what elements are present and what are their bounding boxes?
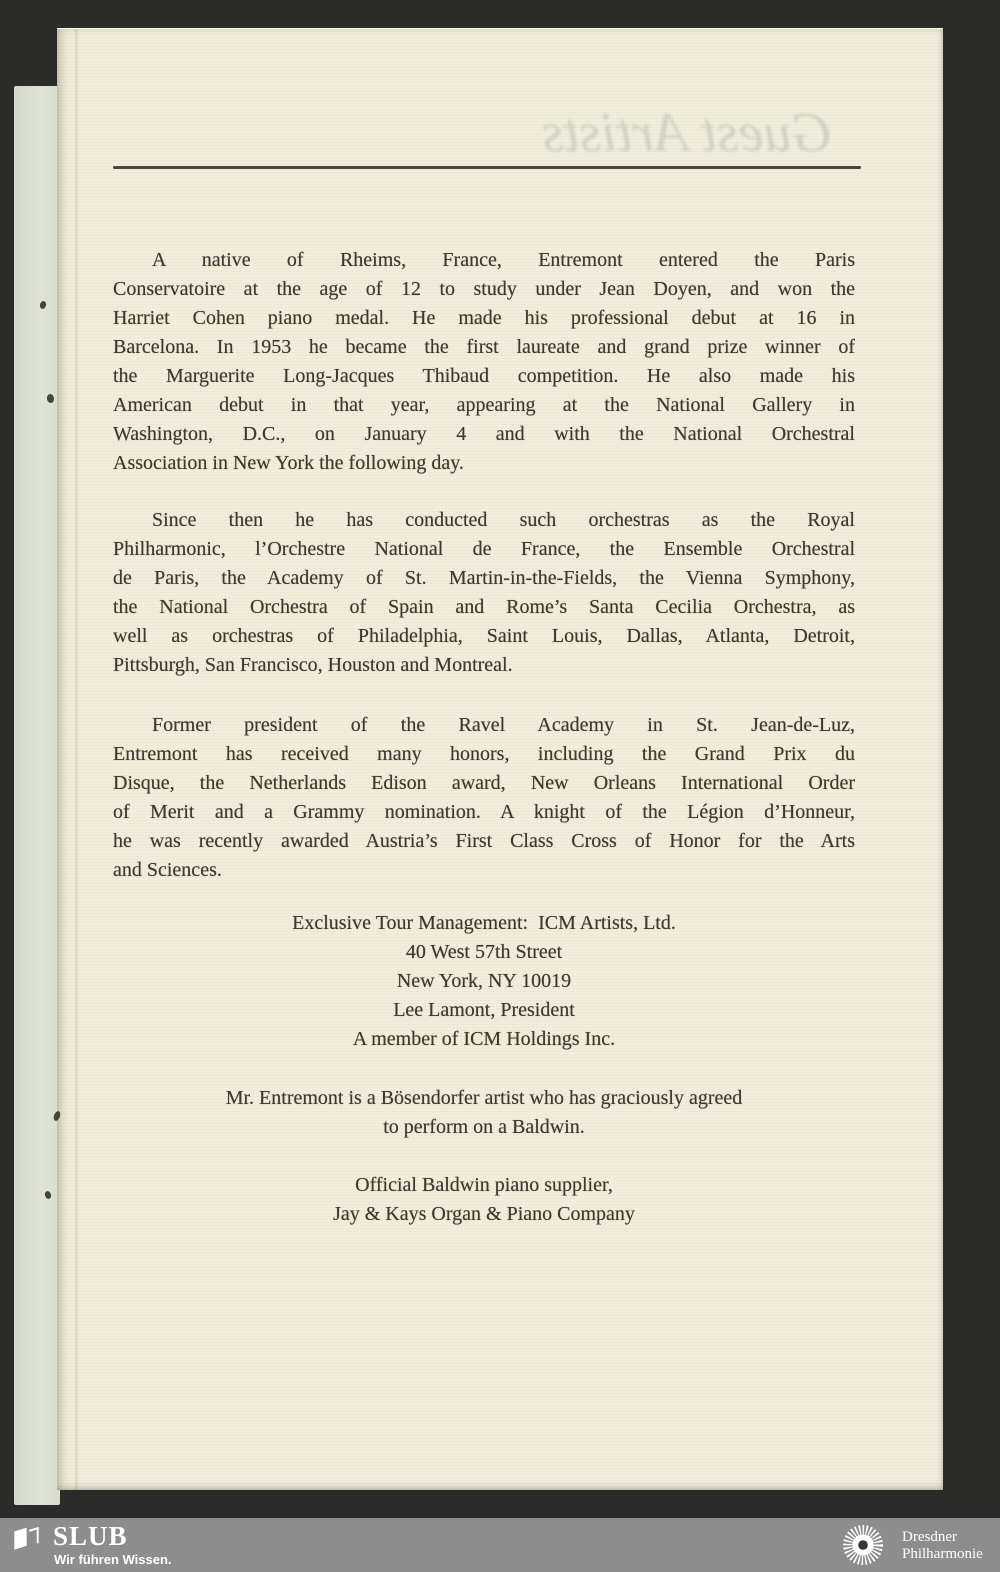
text-line: Former president of the Ravel Academy in St. Jean-de-Luz,: [152, 714, 855, 736]
underlying-page-edge: [14, 86, 60, 1505]
text-line: the National Orchestra of Spain and Rome’s Santa Cecilia Orchestra, as: [113, 596, 855, 618]
text-line: Jay & Kays Organ & Piano Company: [333, 1203, 635, 1225]
philharmonie-line2: Philharmonie: [902, 1546, 983, 1562]
boesendorfer-note-block: [113, 1084, 855, 1142]
text-line: to perform on a Baldwin.: [383, 1116, 585, 1138]
text-line: A member of ICM Holdings Inc.: [352, 1028, 616, 1050]
text-line: and Sciences.: [113, 859, 222, 881]
text-line: Disque, the Netherlands Edison award, New Orleans International Order: [113, 772, 855, 794]
tour-management-block: [113, 909, 855, 1054]
text-line: Conservatoire at the age of 12 to study under Jean Doyen, and won the: [113, 278, 855, 300]
slub-wordmark: SLUB: [53, 1521, 128, 1551]
section-divider-rule: [113, 166, 861, 169]
text-line: Entremont has received many honors, including the Grand Prix du: [113, 743, 855, 765]
slub-book-icon: [13, 1524, 39, 1552]
paragraph-biography-1: [113, 246, 855, 478]
text-line: New York, NY 10019: [396, 970, 572, 992]
text-line: 40 West 57th Street: [405, 941, 563, 963]
text-line: Barcelona. In 1953 he became the first laureate and grand prize winner of: [113, 336, 855, 358]
text-line: Official Baldwin piano supplier,: [355, 1174, 613, 1196]
philharmonie-wordmark: [902, 1529, 983, 1563]
text-line: Pittsburgh, San Francisco, Houston and Montreal.: [113, 654, 513, 676]
paragraph-biography-2: [113, 506, 855, 680]
philharmonie-line1: Dresdner: [902, 1529, 957, 1545]
text-line: Philharmonic, l’Orchestre National de France, the Ensemble Orchestral: [113, 538, 855, 560]
slub-tagline: Wir führen Wissen.: [54, 1552, 172, 1567]
text-line: Harriet Cohen piano medal. He made his professional debut at 16 in: [113, 307, 855, 329]
binding-crease: [75, 29, 79, 1490]
text-line: Washington, D.C., on January 4 and with the National Orchestral: [113, 423, 855, 445]
text-line: de Paris, the Academy of St. Martin-in-the-Fields, the Vienna Symphony,: [113, 567, 855, 589]
text-line: the Marguerite Long-Jacques Thibaud competition. He also made his: [113, 365, 855, 387]
text-line: he was recently awarded Austria’s First Class Cross of Honor for the Arts: [113, 830, 855, 852]
text-line: A native of Rheims, France, Entremont entered the Paris: [152, 249, 855, 271]
text-line: Lee Lamont, President: [393, 999, 575, 1021]
baldwin-supplier-block: [113, 1171, 855, 1229]
text-line: Mr. Entremont is a Bösendorfer artist who has graciously agreed: [225, 1087, 743, 1109]
program-page: [57, 28, 943, 1490]
text-line: of Merit and a Grammy nomination. A knight of the Légion d’Honneur,: [113, 801, 855, 823]
paragraph-biography-3: [113, 711, 855, 885]
text-line: Exclusive Tour Management: ICM Artists, Ltd.: [292, 912, 676, 934]
text-line: Since then he has conducted such orchestras as the Royal: [152, 509, 855, 531]
text-line: American debut in that year, appearing at the National Gallery in: [113, 394, 855, 416]
bleed-through-text: Guest Artists: [542, 102, 832, 164]
viewer-footer: [0, 1518, 1000, 1572]
philharmonie-sunburst-icon: [840, 1522, 886, 1568]
text-line: Association in New York the following day.: [113, 452, 464, 474]
text-line: well as orchestras of Philadelphia, Saint Louis, Dallas, Atlanta, Detroit,: [113, 625, 855, 647]
